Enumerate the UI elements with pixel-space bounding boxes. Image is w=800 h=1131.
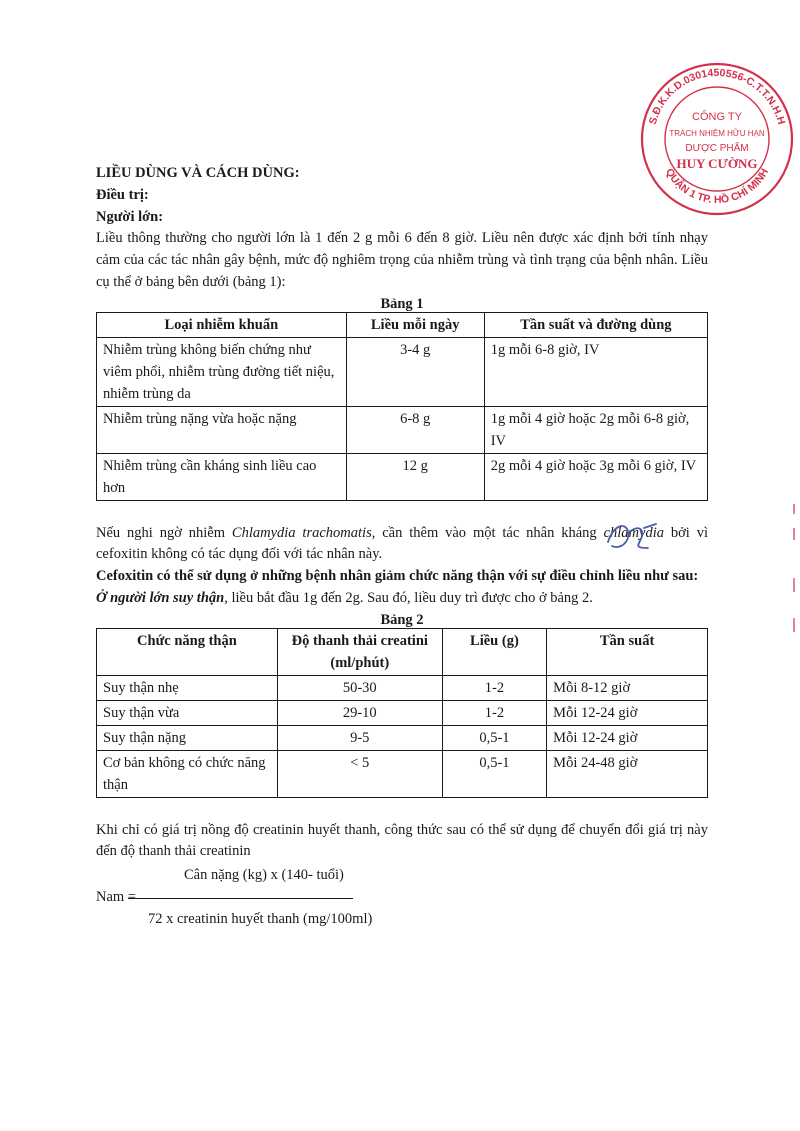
table-cell: Nhiễm trùng cần kháng sinh liều cao hơn: [97, 453, 347, 500]
table-cell: Nhiễm trùng không biến chứng như viêm phổi, nhiễm trùng đường tiết niệu, nhiễm trùng da: [97, 337, 347, 406]
table-cell: Suy thận nhẹ: [97, 675, 278, 700]
formula-fraction-bar: [128, 898, 353, 899]
table-row: [97, 453, 708, 500]
stamp-line-3: DƯỢC PHẨM: [685, 143, 749, 154]
stamp-bottom-text: QUẬN 1 TP. HỒ CHÍ MINH: [663, 166, 771, 207]
handwritten-initials: [598, 518, 670, 554]
creatinine-formula: [96, 865, 708, 931]
table-cell: Mỗi 24-48 giờ: [547, 750, 708, 797]
text-run: , cần thêm vào một tác nhân kháng: [371, 524, 604, 541]
subtitle-treatment: Điều trị:: [96, 186, 149, 203]
stamp-ring-text: S.Đ.K.K.D.0301450556-C.T.T.N.H.H: [646, 66, 788, 126]
table-cell: 50-30: [277, 675, 442, 700]
paragraph-usual-dose: Liều thông thường cho người lớn là 1 đến 2 g mỗi 6 đến 8 giờ. Liều nên được xác định bởi tính nhạy cảm của các tác nhân gây bệnh, mức độ nghiêm trọng của nhiễm trùng và tình trạng của bệnh nhân. Liều cụ thể ở bảng bên dưới (bảng 1):: [96, 230, 708, 290]
section-title: LIỀU DÙNG VÀ CÁCH DÙNG:: [96, 165, 300, 181]
text-run-italic: Chlamydia trachomatis: [231, 524, 372, 541]
table-row: [97, 750, 708, 797]
table-row: [97, 700, 708, 725]
table-cell: 1g mỗi 6-8 giờ, IV: [484, 337, 707, 406]
stamp-line-2: TRÁCH NHIỆM HỮU HẠN: [669, 129, 765, 138]
table-row: [97, 406, 708, 453]
table-cell: 3-4 g: [346, 337, 484, 406]
paragraph-renal-adjustment: Cefoxitin có thể sử dụng ở những bệnh nhân giảm chức năng thận với sự điều chỉnh liều như sau:: [96, 568, 699, 584]
table-cell: Suy thận nặng: [97, 725, 278, 750]
table-cell: < 5: [277, 750, 442, 797]
table-cell: 1g mỗi 4 giờ hoặc 2g mỗi 6-8 giờ, IV: [484, 406, 707, 453]
edge-marks: [788, 500, 800, 650]
table-row: [97, 675, 708, 700]
text-run-italic: chlamydia: [603, 524, 664, 541]
table2-header: Tần suất: [547, 628, 708, 675]
stamp-line-1: CÔNG TY: [692, 111, 742, 123]
table-cell: 29-10: [277, 700, 442, 725]
table-infection-dosage: [96, 312, 708, 501]
table1-header: Tần suất và đường dùng: [484, 312, 707, 337]
table1-header: Liều mỗi ngày: [346, 312, 484, 337]
table-cell: Mỗi 8-12 giờ: [547, 675, 708, 700]
paragraph-renal-adults: [96, 588, 708, 610]
table-row: [97, 337, 708, 406]
table1-header-row: [97, 312, 708, 337]
table-renal-dosage: [96, 628, 708, 798]
table-cell: Mỗi 12-24 giờ: [547, 725, 708, 750]
table-cell: Cơ bản không có chức năng thận: [97, 750, 278, 797]
table-cell: 2g mỗi 4 giờ hoặc 3g mỗi 6 giờ, IV: [484, 453, 707, 500]
table-cell: 0,5-1: [442, 725, 547, 750]
table-cell: 1-2: [442, 675, 547, 700]
table2-header: Liều (g): [442, 628, 547, 675]
table2-caption: Bảng 2: [380, 611, 424, 628]
text-run-italic-bold: Ở người lớn suy thận: [96, 589, 225, 606]
table-row: [97, 725, 708, 750]
table-cell: Mỗi 12-24 giờ: [547, 700, 708, 725]
table-cell: 9-5: [277, 725, 442, 750]
table-cell: 12 g: [346, 453, 484, 500]
formula-lhs: Nam =: [96, 889, 136, 905]
table2-header: Độ thanh thải creatini (ml/phút): [277, 628, 442, 675]
stamp-line-4: HUY CƯỜNG: [676, 156, 758, 171]
text-run: Nếu nghi ngờ nhiễm: [96, 524, 232, 541]
text-run: bởi vì cefoxitin không có tác dụng đối với tác nhân này.: [96, 524, 708, 563]
table2-header: Chức năng thận: [97, 628, 278, 675]
subtitle-adults: Người lớn:: [96, 208, 164, 225]
table2-header-row: [97, 628, 708, 675]
table1-caption: Bảng 1: [380, 295, 424, 312]
table-cell: 0,5-1: [442, 750, 547, 797]
table-cell: Nhiễm trùng nặng vừa hoặc nặng: [97, 406, 347, 453]
formula-denominator: 72 x creatinin huyết thanh (mg/100ml): [148, 911, 373, 927]
formula-numerator: Cân nặng (kg) x (140- tuổi): [184, 867, 344, 883]
table-cell: Suy thận vừa: [97, 700, 278, 725]
text-run: , liều bắt đầu 1g đến 2g. Sau đó, liều duy trì được cho ở bảng 2.: [224, 589, 593, 606]
table-cell: 6-8 g: [346, 406, 484, 453]
paragraph-creatinine-formula: Khi chỉ có giá trị nồng độ creatinin huyết thanh, công thức sau có thể sử dụng để chuyển đổi giá trị này đến độ thanh thải creatinin: [96, 821, 708, 860]
table-cell: 1-2: [442, 700, 547, 725]
table1-header: Loại nhiễm khuẩn: [97, 312, 347, 337]
